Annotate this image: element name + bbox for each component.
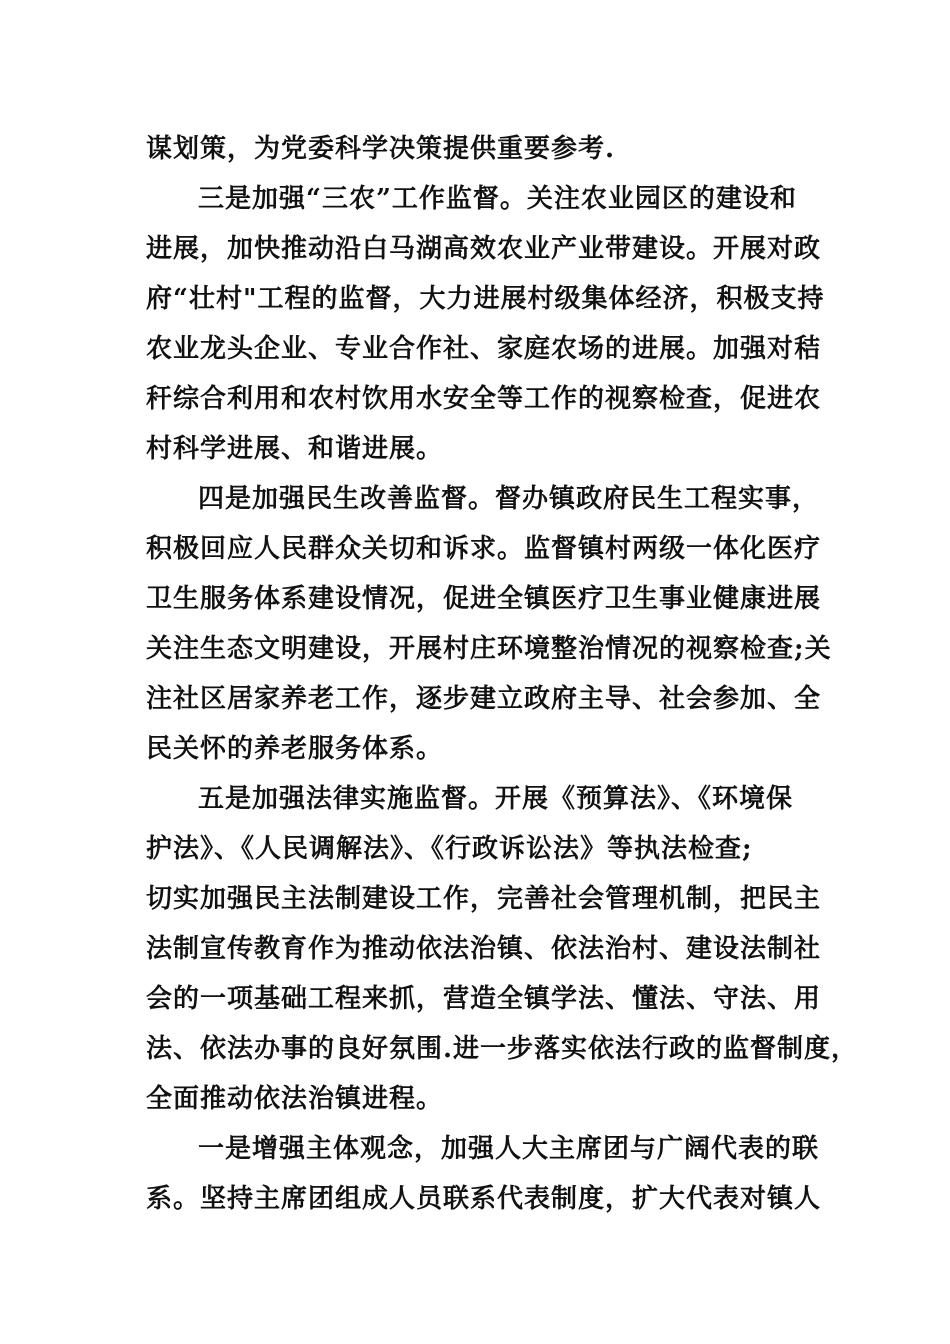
text-line-10: 卫生服务体系建设情况，促进全镇医疗卫生事业健康进展 (146, 584, 822, 614)
text-line-6: 秆综合利用和农村饮用水安全等工作的视察检查，促进农 (146, 384, 822, 414)
text-line-11: 关注生态文明建设，开展村庄环境整治情况的视察检查;关 (146, 634, 832, 664)
text-line-15: 护法》、《人民调解法》、《行政诉讼法》等执法检查; (146, 834, 753, 864)
text-line-12: 注社区居家养老工作，逐步建立政府主导、社会参加、全 (146, 684, 822, 714)
text-line-3: 进展，加快推动沿白马湖高效农业产业带建设。开展对政 (146, 234, 822, 264)
text-line-1: 谋划策，为党委科学决策提供重要参考. (146, 134, 616, 164)
text-line-17: 法制宣传教育作为推动依法治镇、依法治村、建设法制社 (146, 934, 822, 964)
text-line-13: 民关怀的养老服务体系。 (146, 734, 444, 764)
paragraph-4-first-line: 四是加强民生改善监督。督办镇政府民生工程实事， (198, 484, 820, 514)
text-line-5: 农业龙头企业、专业合作社、家庭农场的进展。加强对秸 (146, 334, 822, 364)
text-line-18: 会的一项基础工程来抓，营造全镇学法、懂法、守法、用 (146, 984, 822, 1014)
text-line-19: 法、依法办事的良好氛围.进一步落实依法行政的监督制度， (146, 1034, 859, 1064)
paragraph-1-first-line: 一是增强主体观念，加强人大主席团与广阔代表的联 (198, 1134, 820, 1164)
text-line-9: 积极回应人民群众关切和诉求。监督镇村两级一体化医疗 (146, 534, 822, 564)
text-line-22: 系。坚持主席团组成人员联系代表制度，扩大代表对镇人 (146, 1184, 822, 1214)
text-line-7: 村科学进展、和谐进展。 (146, 434, 444, 464)
paragraph-5-first-line: 五是加强法律实施监督。开展《预算法》、《环境保 (198, 784, 794, 814)
paragraph-3-first-line: 三是加强“三农”工作监督。关注农业园区的建设和 (198, 184, 797, 214)
text-line-4: 府“壮村"工程的监督，大力进展村级集体经济，积极支持 (146, 284, 825, 314)
text-line-16: 切实加强民主法制建设工作，完善社会管理机制，把民主 (146, 884, 822, 914)
text-line-20: 全面推动依法治镇进程。 (146, 1084, 444, 1114)
